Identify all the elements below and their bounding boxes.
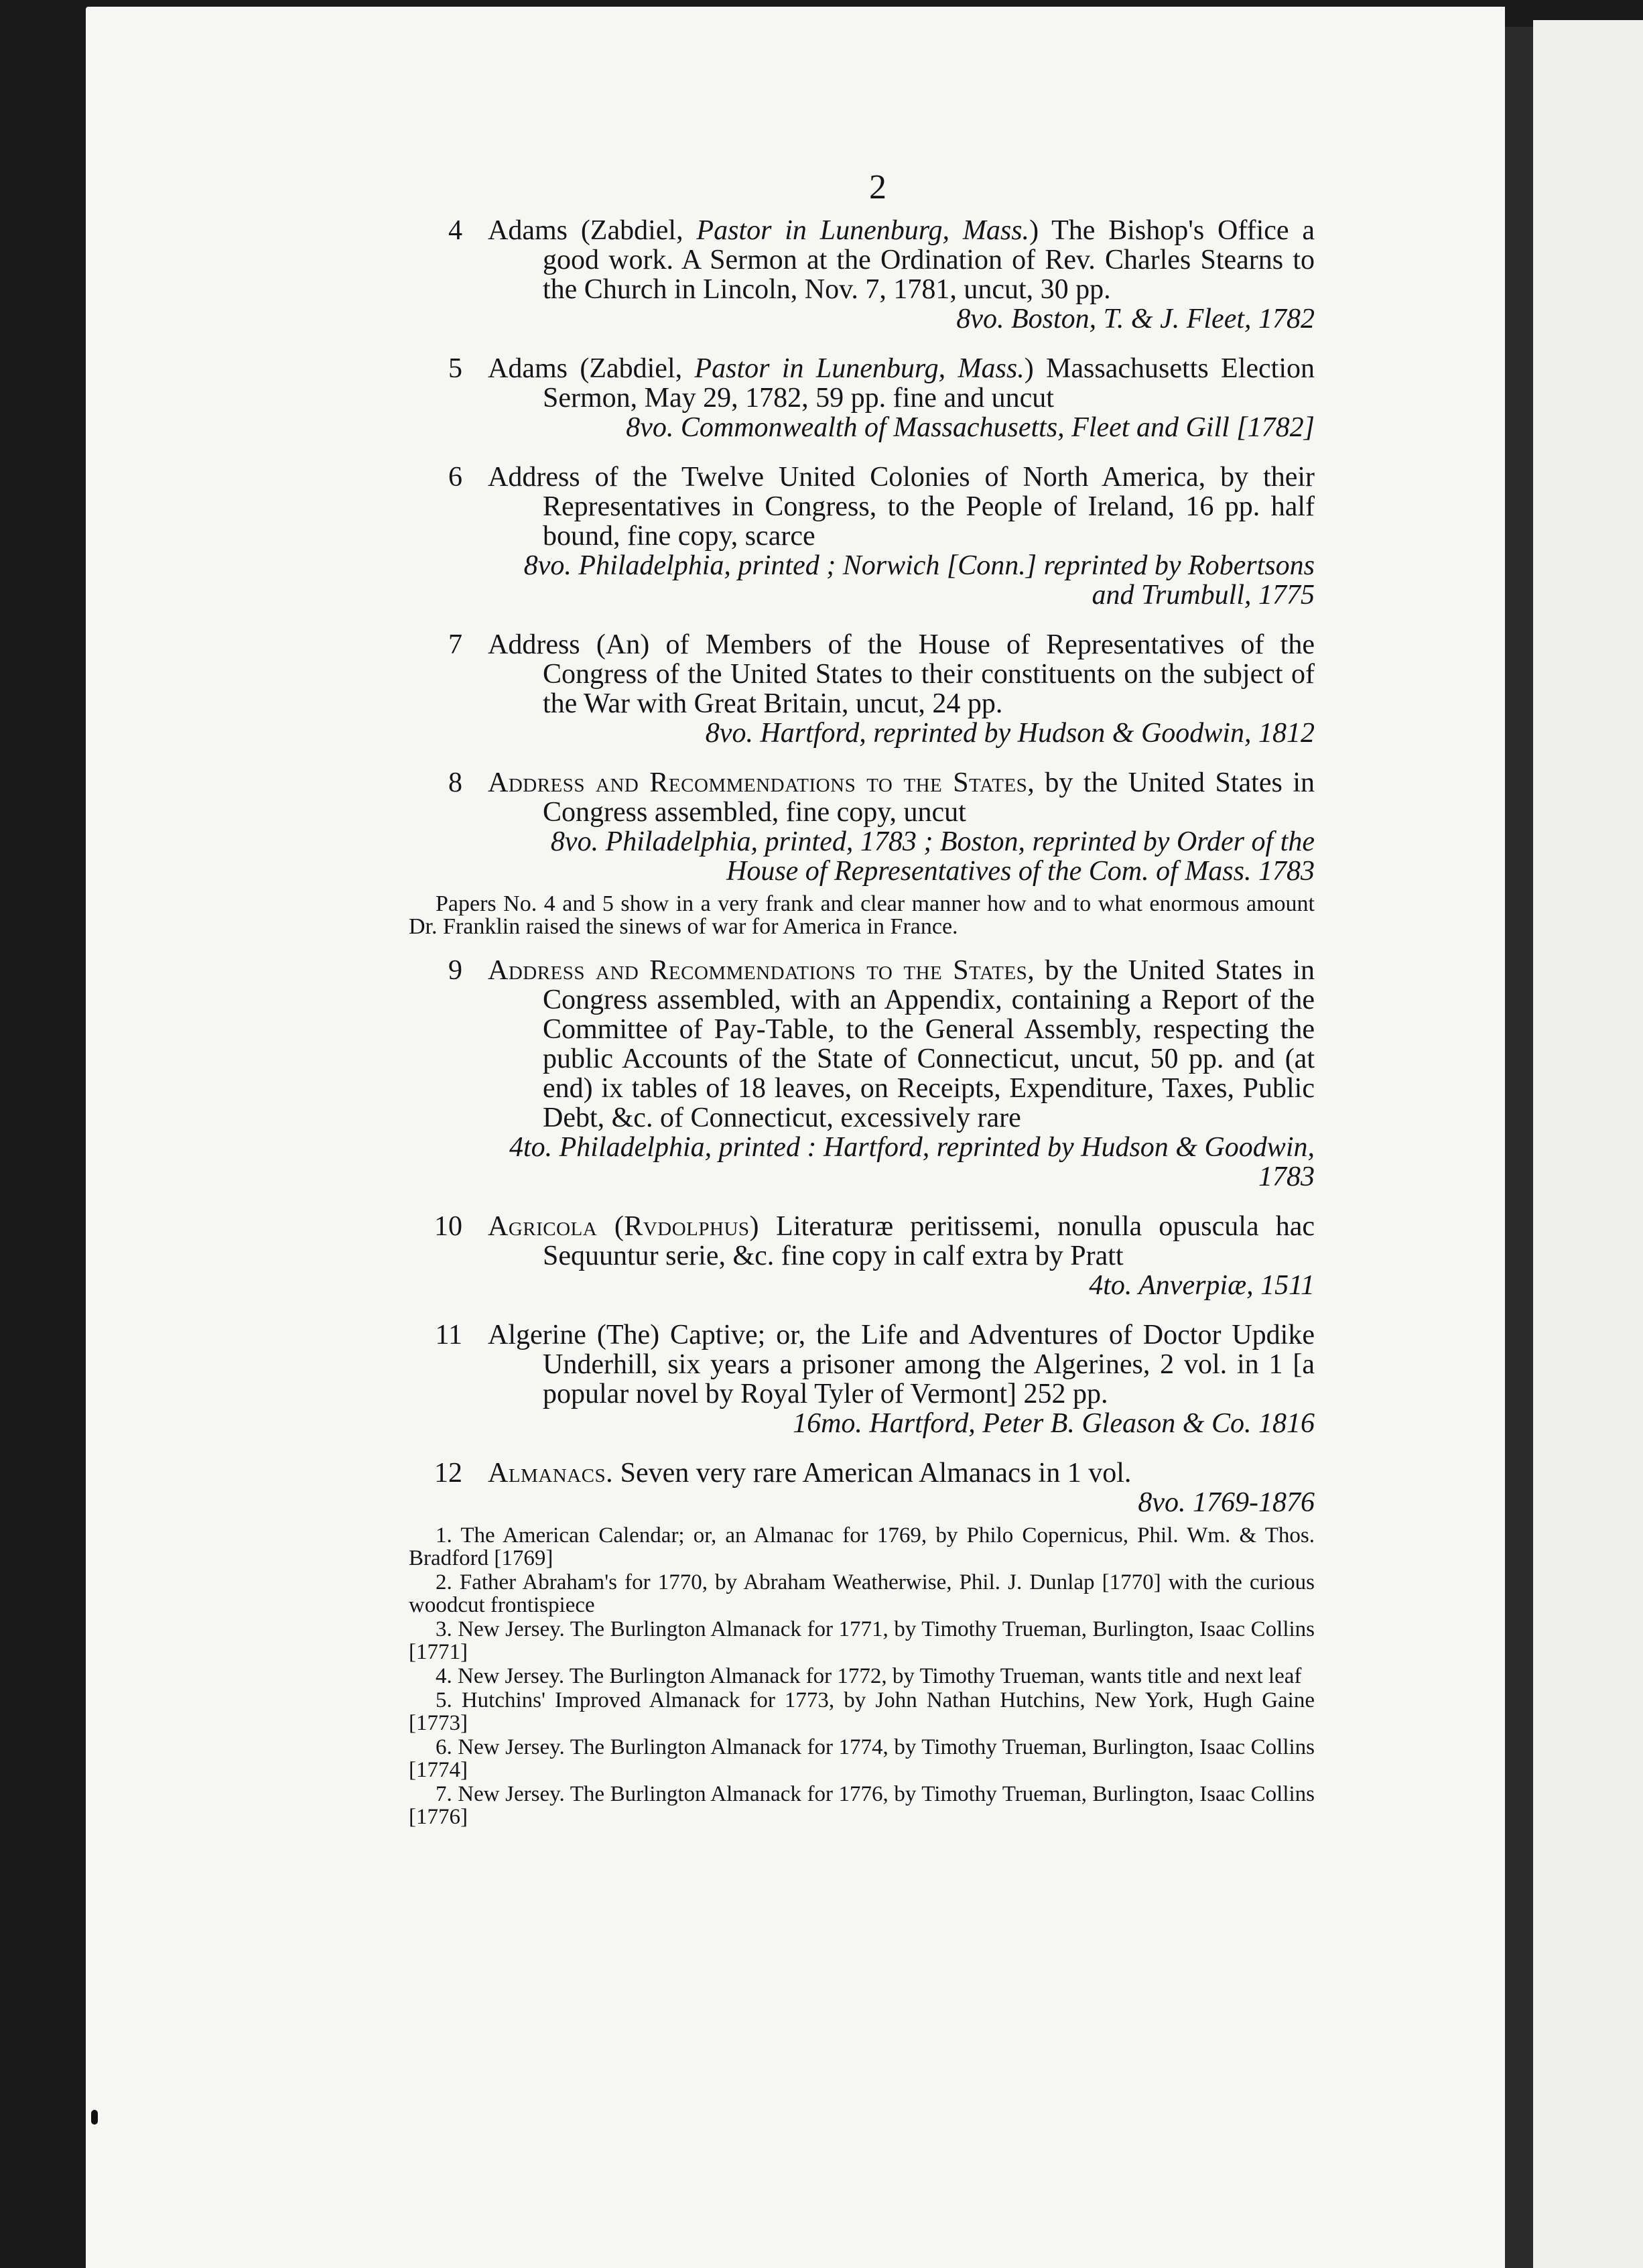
catalogue-entry-5 [409, 354, 1315, 442]
list-item: 6. New Jersey. The Burlington Almanack for 1774, by Timothy Trueman, Burlington, Isaac Collins [1774] [409, 1735, 1315, 1782]
entry-number: 9 [448, 955, 462, 986]
entry-imprint: 8vo. Boston, T. & J. Fleet, 1782 [956, 304, 1315, 334]
entry-description: Agricola (Rvdolphus) Literaturæ peritissemi, nonulla opuscula hac Sequuntur serie, &c. fine copy in calf extra by Pratt [488, 1211, 1315, 1271]
entry-imprint: 16mo. Hartford, Peter B. Gleason & Co. 1816 [793, 1408, 1315, 1439]
list-item: 3. New Jersey. The Burlington Almanack for 1771, by Timothy Trueman, Burlington, Isaac Collins [1771] [409, 1617, 1315, 1664]
entry-imprint: 4to. Philadelphia, printed : Hartford, reprinted by Hudson & Goodwin, 1783 [509, 1132, 1315, 1192]
entry-imprint: 8vo. Philadelphia, printed, 1783 ; Boston, reprinted by Order of the House of Representatives of the Com. of Mass. 1783 [550, 826, 1315, 887]
book-spine-gutter [1505, 27, 1533, 2268]
list-item: 5. Hutchins' Improved Almanack for 1773, by John Nathan Hutchins, New York, Hugh Gaine [1773] [409, 1688, 1315, 1735]
entry-number: 5 [448, 353, 462, 384]
list-item: 2. Father Abraham's for 1770, by Abraham Weatherwise, Phil. J. Dunlap [1770] with the curious woodcut frontispiece [409, 1570, 1315, 1617]
facing-page-edge [1533, 20, 1643, 2268]
catalogue-entry-10 [409, 1212, 1315, 1300]
entry-number: 10 [434, 1211, 462, 1242]
page-number: 2 [869, 168, 886, 206]
ink-blot [91, 2110, 98, 2125]
list-item: 1. The American Calendar; or, an Almanac for 1769, by Philo Copernicus, Phil. Wm. & Thos. Bradford [1769] [409, 1523, 1315, 1570]
editorial-note: Papers No. 4 and 5 show in a very frank and clear manner how and to what enormous amount Dr. Franklin raised the sinews of war for America in France. [409, 891, 1315, 939]
almanac-contents-list [409, 1524, 1315, 1828]
entry-number: 4 [448, 215, 462, 246]
catalogue-entry-11 [409, 1320, 1315, 1438]
catalogue-entry-12 [409, 1458, 1315, 1517]
entry-description: Algerine (The) Captive; or, the Life and Adventures of Doctor Updike Underhill, six years a prisoner among the Algerines, 2 vol. in 1 [a popular novel by Royal Tyler of Vermont] 252 pp. [488, 1320, 1315, 1409]
entry-imprint: 8vo. Hartford, reprinted by Hudson & Goodwin, 1812 [705, 718, 1315, 749]
entry-description: Address and Recommendations to the States, by the United States in Congress assembled, fine copy, uncut [488, 767, 1315, 828]
entry-imprint: 8vo. Philadelphia, printed ; Norwich [Conn.] reprinted by Robertsons and Trumbull, 1775 [523, 550, 1315, 611]
entry-description: Address (An) of Members of the House of Representatives of the Congress of the United States to their constituents on the subject of the War with Great Britain, uncut, 24 pp. [488, 629, 1315, 719]
entry-description: Address of the Twelve United Colonies of North America, by their Representatives in Congress, to the People of Ireland, 16 pp. half bound, fine copy, scarce [488, 462, 1315, 552]
catalogue-entry-9 [409, 956, 1315, 1192]
list-item: 4. New Jersey. The Burlington Almanack for 1772, by Timothy Trueman, wants title and next leaf [436, 1664, 1302, 1688]
catalogue-entry-7 [409, 630, 1315, 748]
entry-number: 6 [448, 462, 462, 493]
entry-description: Adams (Zabdiel, Pastor in Lunenburg, Mass.) The Bishop's Office a good work. A Sermon at the Ordination of Rev. Charles Stearns to the Church in Lincoln, Nov. 7, 1781, uncut, 30 pp. [488, 215, 1315, 305]
entry-number: 8 [448, 767, 462, 798]
list-item: 7. New Jersey. The Burlington Almanack for 1776, by Timothy Trueman, Burlington, Isaac Collins [1776] [409, 1782, 1315, 1829]
entry-description: Address and Recommendations to the States, by the United States in Congress assembled, with an Appendix, containing a Report of the Committee of Pay-Table, to the General Assembly, respecting the public Accounts of the State of Connecticut, uncut, 50 pp. and (at end) ix tables of 18 leaves, on Receipts, Expenditure, Taxes, Public Debt, &c. of Connecticut, excessively rare [488, 955, 1315, 1133]
catalogue-entry-8 [409, 768, 1315, 886]
entry-imprint: 8vo. Commonwealth of Massachusetts, Fleet and Gill [1782] [626, 412, 1315, 443]
entry-description: Adams (Zabdiel, Pastor in Lunenburg, Mass.) Massachusetts Election Sermon, May 29, 1782, 59 pp. fine and uncut [488, 353, 1315, 414]
entry-imprint: 4to. Anverpiæ, 1511 [1089, 1270, 1315, 1301]
entry-description: Almanacs. Seven very rare American Almanacs in 1 vol. [488, 1458, 1132, 1489]
entry-number: 11 [435, 1320, 462, 1350]
entry-number: 7 [448, 629, 462, 660]
catalogue-entry-6 [409, 462, 1315, 610]
entry-imprint: 8vo. 1769-1876 [1138, 1487, 1315, 1518]
entry-number: 12 [434, 1458, 462, 1489]
catalogue-entry-4 [409, 216, 1315, 334]
catalogue-content [409, 216, 1315, 1830]
